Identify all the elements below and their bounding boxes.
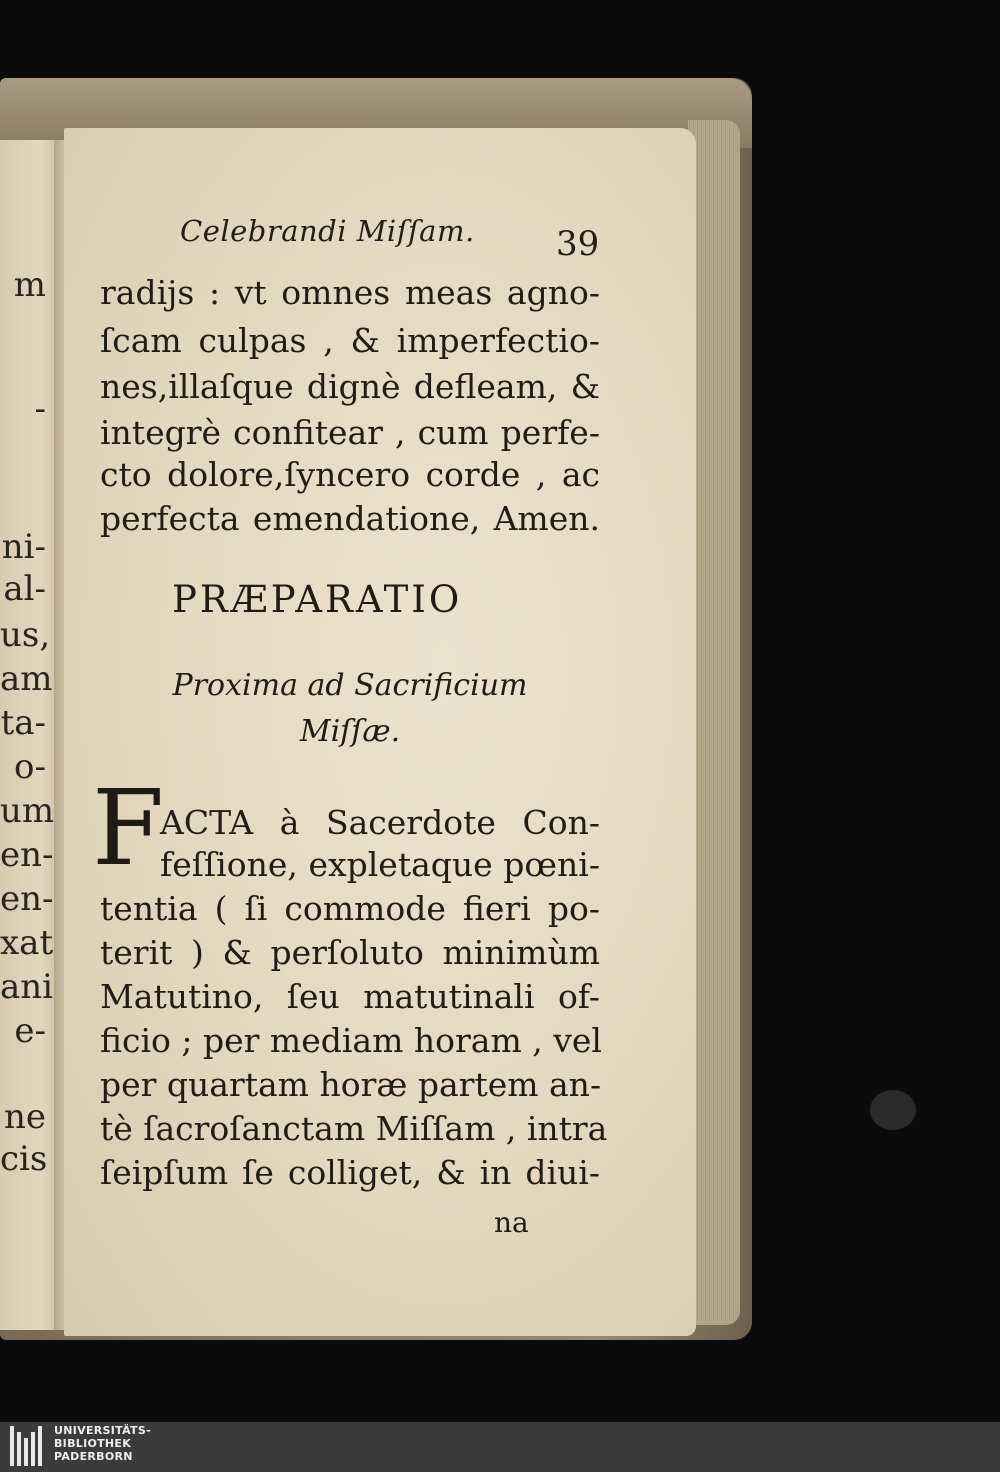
left-fragment: ne <box>3 1097 46 1137</box>
text-line: tentia ( ſi commode fieri po- <box>100 889 600 928</box>
left-fragment: o- <box>14 747 46 787</box>
library-logo-text <box>54 1424 151 1463</box>
text-line: feſſione, expletaque pœni- <box>160 845 600 884</box>
left-fragment: en- <box>0 879 54 919</box>
section-subheading: Proxima ad Sacrificium <box>172 668 528 703</box>
left-fragment: en- <box>0 835 54 875</box>
left-fragment: ani <box>0 967 54 1007</box>
left-fragment: us, <box>0 615 51 655</box>
left-fragment: ta- <box>0 703 46 743</box>
text-line: perfecta emendatione, Amen. <box>100 499 600 538</box>
background-spot <box>870 1090 916 1130</box>
left-fragment: e- <box>14 1011 46 1051</box>
left-fragment: al- <box>3 569 46 609</box>
text-line: integrè confitear , cum perfe- <box>100 413 600 452</box>
left-fragment: um <box>0 791 55 831</box>
logo-line: BIBLIOTHEK <box>54 1437 132 1450</box>
text-line: ficio ; per mediam horam , vel <box>100 1021 602 1060</box>
text-line: radijs : vt omnes meas agno- <box>100 273 600 312</box>
running-head: Celebrandi Miſſam. <box>180 214 475 248</box>
text-line: tè ſacroſanctam Miſſam , intra <box>100 1109 608 1148</box>
text-line: per quartam horæ partem an- <box>100 1065 602 1104</box>
section-subheading: Miſſæ. <box>299 714 401 749</box>
text-line: terit ) & perſoluto minimùm <box>100 933 600 972</box>
text-line: ſeipſum ſe colliget, & in diui- <box>100 1153 600 1192</box>
logo-line: UNIVERSITÄTS- <box>54 1424 151 1437</box>
text-line: cto dolore,ſyncero corde , ac <box>100 455 600 494</box>
logo-line: PADERBORN <box>54 1450 133 1463</box>
drop-cap: F <box>92 767 165 889</box>
text-line: ſcam culpas , & imperfectio- <box>100 321 600 360</box>
library-logo-icon <box>8 1424 50 1468</box>
text-line: Matutino, ſeu matutinali of- <box>100 977 600 1016</box>
left-fragment: xat <box>0 923 54 963</box>
catchword: na <box>494 1206 529 1239</box>
text-line: ACTA à Sacerdote Con- <box>160 803 600 842</box>
left-fragment: - <box>34 389 46 429</box>
left-fragment: cis <box>0 1139 48 1179</box>
text-line: nes,illaſque dignè defleam, & <box>100 367 600 406</box>
page-number: 39 <box>556 224 600 264</box>
left-fragment: m <box>13 265 46 305</box>
section-heading: PRÆPARATIO <box>172 578 463 621</box>
left-fragment: ni- <box>1 527 46 567</box>
left-fragment: am <box>0 659 53 699</box>
